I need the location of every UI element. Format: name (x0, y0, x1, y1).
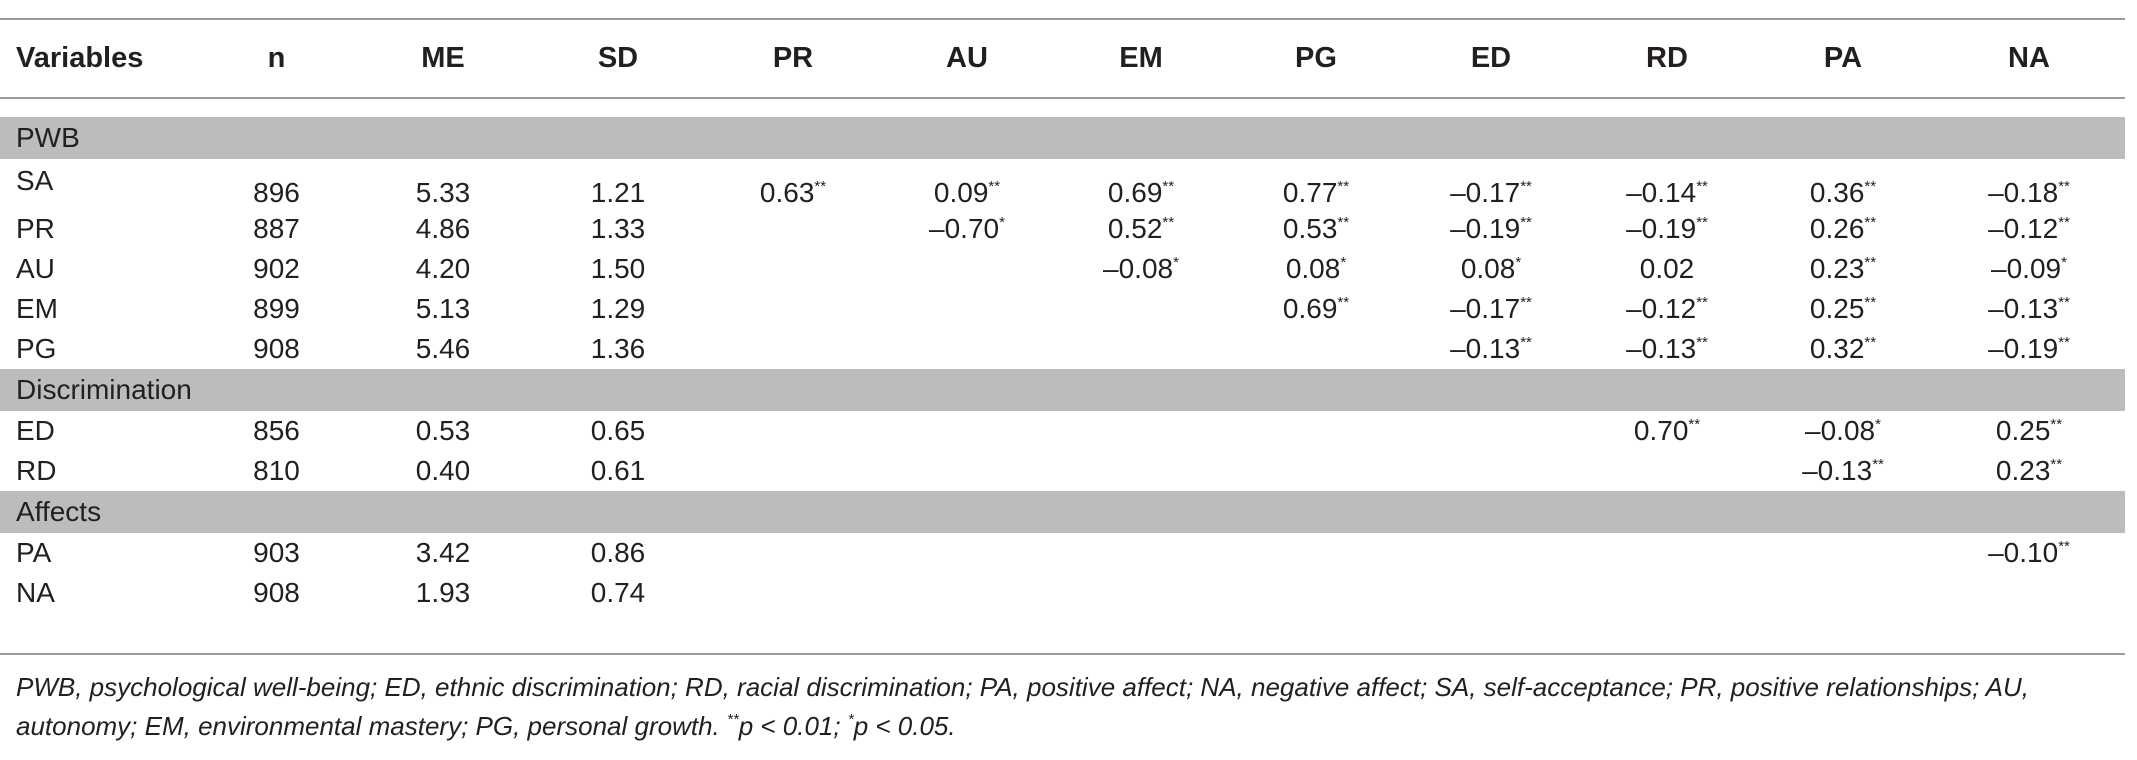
footnote-p-weak: p < 0.05. (853, 711, 956, 741)
footnote-p-strong: p < 0.01; (738, 711, 841, 741)
cell-value: –0.08 (1103, 253, 1174, 284)
table-cell (1401, 209, 1581, 249)
significance-marker: ** (2058, 294, 2070, 311)
table-cell (1753, 329, 1933, 369)
cell-value: 0.53 (415, 415, 471, 446)
row-label: NA (16, 577, 55, 608)
cell-value: 0.32 (1809, 333, 1865, 364)
table-cell (1401, 249, 1581, 289)
table-cell (1231, 249, 1401, 289)
table-cell (1753, 249, 1933, 289)
cell-value: 0.61 (590, 455, 646, 486)
table-cell (200, 451, 353, 491)
group-label: PWB (0, 117, 2125, 159)
cell-value: 0.40 (415, 455, 471, 486)
significance-marker: ** (1872, 456, 1884, 473)
row-label: SA (16, 165, 54, 196)
cell-value: 810 (253, 455, 300, 486)
cell-value: 1.33 (590, 213, 646, 244)
table-cell (1231, 451, 1401, 491)
table-cell (1051, 289, 1231, 329)
cell-value: 0.36 (1809, 177, 1865, 208)
column-header: Variables (16, 42, 144, 74)
table-cell (1581, 573, 1753, 613)
cell-value: 0.69 (1107, 177, 1163, 208)
cell-value: 1.29 (590, 293, 646, 324)
tail-cell (0, 613, 2125, 637)
table-cell (883, 289, 1051, 329)
cell-value: 0.86 (590, 537, 646, 568)
table-cell (1231, 329, 1401, 369)
cell-value: 0.08 (1460, 253, 1516, 284)
column-header: PR (772, 42, 814, 74)
significance-marker: * (1515, 254, 1522, 271)
cell-value: –0.19 (1626, 213, 1697, 244)
table-cell (353, 451, 533, 491)
table-cell (200, 289, 353, 329)
table-cell (1051, 573, 1231, 613)
cell-value: –0.19 (1450, 213, 1521, 244)
column-header: RD (1646, 42, 1688, 74)
table-cell (353, 533, 533, 573)
cell-value: –0.13 (1626, 333, 1697, 364)
table-cell (533, 451, 703, 491)
table-cell (1231, 411, 1401, 451)
cell-value: 0.02 (1639, 253, 1695, 284)
column-header: PA (1823, 42, 1863, 74)
table-row (0, 289, 2125, 329)
cell-value: 0.09 (933, 177, 989, 208)
table-cell (353, 159, 533, 209)
cell-value: 5.13 (415, 293, 471, 324)
cell-value: 856 (253, 415, 300, 446)
row-label: PR (16, 213, 55, 244)
cell-value: –0.13 (1802, 455, 1873, 486)
significance-marker: ** (1864, 214, 1877, 231)
significance-marker: ** (1520, 294, 1532, 311)
group-row (0, 117, 2125, 159)
table-cell (1401, 289, 1581, 329)
significance-marker: ** (1696, 334, 1708, 351)
table-cell (1231, 533, 1401, 573)
column-header: AU (946, 42, 988, 74)
significance-marker: ** (814, 178, 827, 195)
significance-marker: ** (1696, 214, 1708, 231)
cell-value: 0.74 (590, 577, 646, 608)
table-cell (883, 573, 1051, 613)
header-row (0, 20, 2125, 97)
table-cell (1051, 209, 1231, 249)
significance-marker: ** (1520, 334, 1532, 351)
table-row (0, 533, 2125, 573)
table-cell (1581, 411, 1753, 451)
table-cell (1933, 249, 2125, 289)
table-cell (200, 159, 353, 209)
cell-value: –0.09 (1991, 253, 2062, 284)
cell-value: –0.18 (1988, 177, 2059, 208)
table-cell (353, 411, 533, 451)
significance-marker: ** (1864, 334, 1877, 351)
cell-value: 899 (253, 293, 300, 324)
table-cell (533, 573, 703, 613)
cell-value: 0.65 (590, 415, 646, 446)
table-row (0, 573, 2125, 613)
table-cell (200, 533, 353, 573)
table-cell (1753, 451, 1933, 491)
row-label: PA (16, 537, 52, 568)
cell-value: –0.12 (1626, 293, 1697, 324)
table-cell (703, 159, 883, 209)
table-cell (1753, 289, 1933, 329)
table-cell (703, 329, 883, 369)
table-cell (703, 411, 883, 451)
cell-value: 0.25 (1809, 293, 1865, 324)
cell-value: 903 (253, 537, 300, 568)
table-cell (1933, 411, 2125, 451)
cell-value: 0.63 (759, 177, 815, 208)
row-label: EM (16, 293, 58, 324)
bottom-rule (0, 653, 2125, 655)
table-row (0, 209, 2125, 249)
cell-value: 0.52 (1107, 213, 1163, 244)
row-label: PG (16, 333, 57, 364)
cell-value: 1.93 (415, 577, 471, 608)
table-cell (703, 573, 883, 613)
significance-marker: ** (1864, 254, 1877, 271)
table-cell (703, 533, 883, 573)
cell-value: –0.17 (1450, 293, 1521, 324)
table-cell (1753, 411, 1933, 451)
significance-marker: ** (1162, 214, 1175, 231)
significance-marker: ** (1864, 294, 1877, 311)
cell-value: 0.25 (1995, 415, 2051, 446)
row-label: RD (16, 455, 57, 486)
table-cell (1581, 451, 1753, 491)
table-row (0, 451, 2125, 491)
group-row (0, 369, 2125, 411)
table-cell (883, 329, 1051, 369)
cell-value: 3.42 (415, 537, 471, 568)
significance-marker: ** (1696, 178, 1708, 195)
cell-value: –0.19 (1988, 333, 2059, 364)
significance-marker: ** (2058, 538, 2070, 555)
table-cell (1933, 209, 2125, 249)
group-label: Discrimination (0, 369, 2125, 411)
cell-value: –0.13 (1450, 333, 1521, 364)
cell-value: 0.26 (1809, 213, 1865, 244)
significance-marker: * (1875, 416, 1881, 433)
cell-value: 5.46 (415, 333, 471, 364)
cell-value: 1.36 (590, 333, 646, 364)
table-cell (353, 329, 533, 369)
significance-marker: * (1340, 254, 1347, 271)
table-cell (883, 533, 1051, 573)
table-cell (883, 249, 1051, 289)
cell-value: –0.14 (1626, 177, 1697, 208)
table-cell (1581, 249, 1753, 289)
cell-value: 0.53 (1282, 213, 1338, 244)
table-cell (200, 209, 353, 249)
group-label: Affects (0, 491, 2125, 533)
significance-marker: ** (1696, 294, 1708, 311)
cell-value: 0.08 (1285, 253, 1341, 284)
significance-marker: ** (1337, 214, 1350, 231)
table-cell (703, 289, 883, 329)
cell-value: 896 (253, 177, 300, 208)
spacer-row (0, 97, 2125, 117)
table-cell (883, 451, 1051, 491)
significance-marker: ** (2050, 416, 2063, 433)
table-cell (200, 411, 353, 451)
cell-value: 4.20 (415, 253, 471, 284)
cell-value: –0.08 (1805, 415, 1876, 446)
table-cell (1753, 159, 1933, 209)
significance-marker: ** (2058, 334, 2070, 351)
cell-value: 4.86 (415, 213, 471, 244)
row-label: AU (16, 253, 55, 284)
correlation-table (0, 20, 2125, 637)
column-header: ED (1470, 42, 1512, 74)
table-cell (883, 159, 1051, 209)
tail-row (0, 613, 2125, 637)
table-cell (533, 159, 703, 209)
group-row (0, 491, 2125, 533)
column-header: NA (2008, 42, 2050, 74)
table-cell (533, 533, 703, 573)
table-cell (1231, 289, 1401, 329)
table-cell (1231, 573, 1401, 613)
table-row (0, 249, 2125, 289)
table-cell (1933, 329, 2125, 369)
table-cell (1401, 451, 1581, 491)
column-header: SD (597, 42, 639, 74)
table-cell (1933, 573, 2125, 613)
table-cell (533, 249, 703, 289)
table-cell (1051, 411, 1231, 451)
table-cell (1051, 159, 1231, 209)
significance-marker: ** (1520, 178, 1532, 195)
cell-value: –0.12 (1988, 213, 2059, 244)
cell-value: 1.50 (590, 253, 646, 284)
cell-value: 0.77 (1282, 177, 1338, 208)
column-header: n (267, 42, 286, 74)
table-cell (533, 209, 703, 249)
cell-value: 0.23 (1995, 455, 2051, 486)
header-rule (0, 97, 2125, 99)
table-cell (1231, 209, 1401, 249)
column-header: EM (1119, 42, 1163, 74)
table-cell (533, 411, 703, 451)
table-cell (353, 249, 533, 289)
cell-value: 0.70 (1633, 415, 1689, 446)
significance-marker: ** (2058, 214, 2070, 231)
significance-marker: * (2061, 254, 2067, 271)
significance-marker: ** (2058, 178, 2070, 195)
table-cell (883, 411, 1051, 451)
footnote-marker-weak: * (847, 711, 854, 728)
column-header: ME (421, 42, 465, 74)
table-cell (1401, 159, 1581, 209)
table-cell (1051, 329, 1231, 369)
footnote-text: PWB, psychological well-being; ED, ethnic discrimination; RD, racial discrimination; PA, positive affect; NA, negative affect; SA, self-acceptance; PR, positive relationships; AU, autonomy; EM, environmental mastery; PG, personal growth. (16, 672, 2029, 741)
significance-marker: ** (1337, 294, 1350, 311)
table-cell (703, 209, 883, 249)
footnote-marker-strong: ** (727, 711, 739, 728)
table-cell (353, 573, 533, 613)
table-cell (703, 249, 883, 289)
table-cell (1581, 209, 1753, 249)
significance-marker: ** (988, 178, 1001, 195)
table-cell (1401, 411, 1581, 451)
table-body (0, 97, 2125, 637)
table-cell (1401, 573, 1581, 613)
table-cell (1051, 533, 1231, 573)
table-cell (533, 289, 703, 329)
table-cell (533, 329, 703, 369)
table-cell (1051, 451, 1231, 491)
table-cell (1581, 289, 1753, 329)
table-cell (1933, 533, 2125, 573)
table-cell (1753, 533, 1933, 573)
significance-marker: * (1173, 254, 1179, 271)
column-header: PG (1295, 42, 1337, 74)
significance-marker: ** (1520, 214, 1532, 231)
table-cell (1051, 249, 1231, 289)
table-cell (1581, 159, 1753, 209)
cell-value: 908 (253, 577, 300, 608)
table-cell (200, 249, 353, 289)
cell-value: –0.17 (1450, 177, 1521, 208)
cell-value: 0.23 (1809, 253, 1865, 284)
table-cell (1231, 159, 1401, 209)
table-cell (200, 329, 353, 369)
cell-value: 0.69 (1282, 293, 1338, 324)
table-cell (1933, 451, 2125, 491)
cell-value: –0.10 (1988, 537, 2059, 568)
significance-marker: ** (1864, 178, 1877, 195)
cell-value: 908 (253, 333, 300, 364)
cell-value: 5.33 (415, 177, 471, 208)
table-cell (1581, 329, 1753, 369)
table-row (0, 411, 2125, 451)
table-row (0, 329, 2125, 369)
significance-marker: * (999, 214, 1005, 231)
table-cell (1401, 533, 1581, 573)
table-row (0, 159, 2125, 209)
table-footnote (16, 668, 2116, 746)
significance-marker: ** (1162, 178, 1175, 195)
table-cell (1933, 289, 2125, 329)
table-cell (1401, 329, 1581, 369)
table-cell (703, 451, 883, 491)
table-cell (1753, 573, 1933, 613)
table-cell (1933, 159, 2125, 209)
row-label: ED (16, 415, 55, 446)
table-cell (883, 209, 1051, 249)
cell-value: 902 (253, 253, 300, 284)
cell-value: 887 (253, 213, 300, 244)
significance-marker: ** (2050, 456, 2063, 473)
spacer-cell (0, 97, 2125, 117)
significance-marker: ** (1688, 416, 1701, 433)
cell-value: –0.13 (1988, 293, 2059, 324)
table-cell (200, 573, 353, 613)
significance-marker: ** (1337, 178, 1350, 195)
table-cell (1581, 533, 1753, 573)
table-cell (1753, 209, 1933, 249)
table-cell (353, 289, 533, 329)
cell-value: 1.21 (590, 177, 646, 208)
table-cell (353, 209, 533, 249)
cell-value: –0.70 (929, 213, 1000, 244)
